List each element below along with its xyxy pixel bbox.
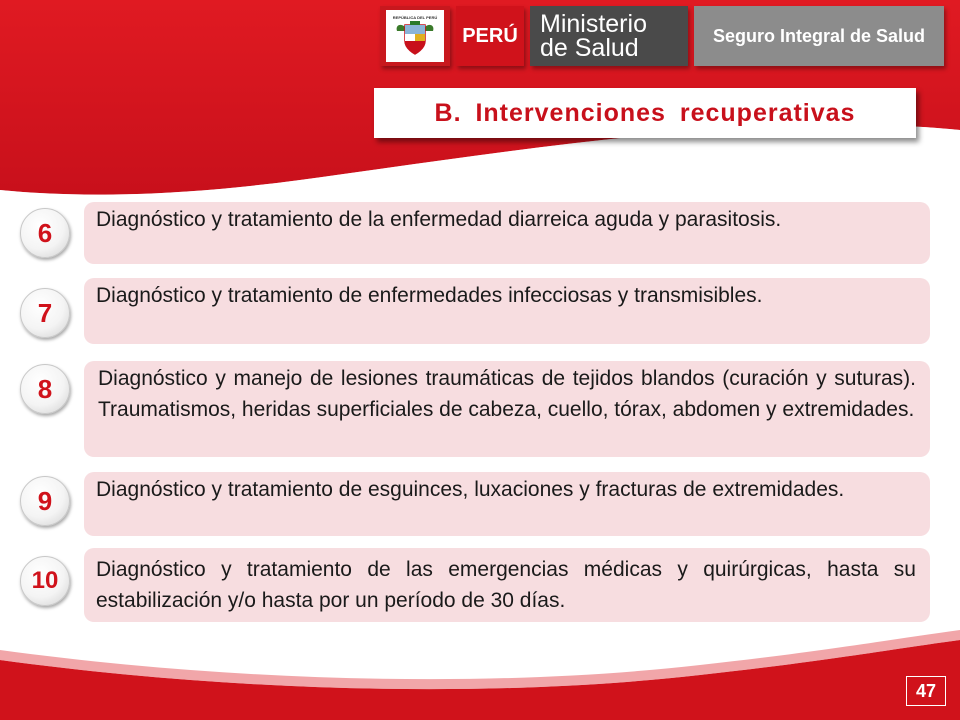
intervention-item: Diagnóstico y tratamiento de enfermedades infecciosas y transmisibles. (84, 278, 930, 344)
item-number-badge: 10 (20, 556, 70, 606)
peru-label: PERÚ (456, 6, 524, 66)
intervention-item: Diagnóstico y tratamiento de las emergencias médicas y quirúrgicas, hasta su estabilización y/o hasta por un período de 30 días. (84, 548, 930, 622)
item-number-badge: 7 (20, 288, 70, 338)
ministerio-line-1: Ministerio (540, 10, 647, 38)
seguro-integral-de-salud-label: Seguro Integral de Salud (694, 6, 944, 66)
intervention-item: Diagnóstico y manejo de lesiones traumáticas de tejidos blandos (curación y suturas). Traumatismos, heridas superficiales de cabeza, cuello, tórax, abdomen y extremidades. (84, 361, 930, 457)
coat-of-arms-motto: REPÚBLICA DEL PERÚ (392, 15, 438, 20)
item-number-badge: 6 (20, 208, 70, 258)
shield-icon (393, 21, 437, 57)
header-logos (380, 6, 944, 68)
item-number-badge: 9 (20, 476, 70, 526)
page-number: 47 (906, 676, 946, 706)
ministerio-de-salud-logo (530, 6, 688, 66)
intervention-item: Diagnóstico y tratamiento de esguinces, luxaciones y fracturas de extremidades. (84, 472, 930, 536)
intervention-item: Diagnóstico y tratamiento de la enfermedad diarreica aguda y parasitosis. (84, 202, 930, 264)
ministerio-line-2: de Salud (540, 34, 639, 62)
bottom-red-wave-background (0, 620, 960, 720)
section-title: B. Intervenciones recuperativas (374, 88, 916, 138)
item-number-badge: 8 (20, 364, 70, 414)
peru-coat-of-arms-logo (380, 6, 450, 66)
